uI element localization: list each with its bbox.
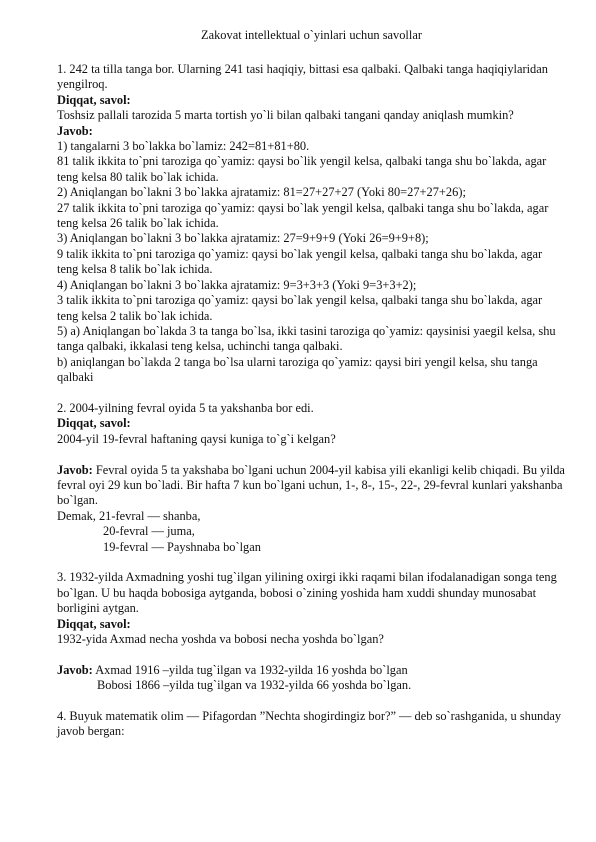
q3-attention-label: Diqqat, savol: xyxy=(57,616,131,631)
q1-answer-line: b) aniqlangan bo`lakda 2 tanga bo`lsa ularni taroziga qo`yamiz: qaysi biri yengil kelsa, shu tanga qalbaki xyxy=(57,354,538,385)
q2-answer-label: Javob: xyxy=(57,462,93,477)
q3-answer-line: Bobosi 1866 –yilda tug`ilgan va 1932-yilda 66 yoshda bo`lgan. xyxy=(97,678,412,693)
q1-answer-line: 9 talik ikkita to`pni taroziga qo`yamiz: qaysi bo`lak yengil kelsa, qalbaki tanga shu bo`lakda, agar teng kelsa 8 talik bo`lak ichida. xyxy=(57,246,543,277)
spacer xyxy=(57,647,566,662)
q2-answer xyxy=(57,463,566,509)
q2-answer-line: 20-fevral — juma, xyxy=(103,524,195,539)
q3-question: 1932-yida Axmad necha yoshda va bobosi necha yoshda bo`lgan? xyxy=(57,631,384,646)
q1-answer-line: 2) Aniqlangan bo`lakni 3 bo`lakka ajratamiz: 81=27+27+27 (Yoki 80=27+27+26); xyxy=(57,185,466,200)
q1-answer-line: 3 talik ikkita to`pni taroziga qo`yamiz: qaysi bo`lak yengil kelsa, qalbaki tanga shu bo`lakda, agar teng kelsa 2 talik bo`lak ichida. xyxy=(57,293,543,323)
q1-text: 1. 242 ta tilla tanga bor. Ularning 241 tasi haqiqiy, bittasi esa qalbaki. Qalbaki tanga haqiqiylaridan yengilroq. xyxy=(57,62,548,92)
q1-answer-line: 4) Aniqlangan bo`lakni 3 bo`lakka ajratamiz: 9=3+3+3 (Yoki 9=3+3+2); xyxy=(57,277,417,292)
q1-answer-line: 27 talik ikkita to`pni taroziga qo`yamiz: qaysi bo`lak yengil kelsa, qalbaki tanga shu bo`lakda, agar teng kelsa 26 talik bo`lak ichida. xyxy=(57,200,549,231)
q1-attention-label: Diqqat, savol: xyxy=(57,92,131,107)
q2-answer-line: 19-fevral — Payshnaba bo`lgan xyxy=(103,539,261,554)
q1-answer-line: 5) a) Aniqlangan bo`lakda 3 ta tanga bo`lsa, ikki tasini taroziga qo`yamiz: qaysinisi yaegil kelsa, shu tanga qalbaki, ikkalasi teng kelsa, uchinchi tanga qalbaki. xyxy=(57,323,556,354)
q2-answer-line: Demak, 21-fevral — shanba, xyxy=(57,508,201,523)
spacer xyxy=(57,386,566,401)
q3-answer-label: Javob: xyxy=(57,662,93,677)
q4-text: 4. Buyuk matematik olim — Pifagordan ”Nechta shogirdingiz bor?” — deb so`rashganida, u shunday javob bergan: xyxy=(57,708,562,739)
q2-attention-label: Diqqat, savol: xyxy=(57,416,131,431)
q3-text: 3. 1932-yilda Axmadning yoshi tug`ilgan yilining oxirgi ikki raqami bilan ifodalanadigan songa teng bo`lgan. U bu haqda bobosiga aytganda, bobosi o`zining yoshida ham xuddi shunday munosabat borligini aytgan. xyxy=(57,570,557,616)
spacer xyxy=(57,555,566,570)
q1-answer-line: 3) Aniqlangan bo`lakni 3 bo`lakka ajratamiz: 27=9+9+9 (Yoki 26=9+9+8); xyxy=(57,231,429,246)
spacer xyxy=(57,694,566,709)
q3-answer xyxy=(57,663,566,678)
q1-answer-line: 81 talik ikkita to`pni taroziga qo`yamiz: qaysi bo`lik yengil kelsa, qalbaki tanga shu bo`lakda, agar teng kelsa 80 talik bo`lak ichida. xyxy=(57,154,547,184)
q1-question: Toshsiz pallali tarozida 5 marta tortish yo`li bilan qalbaki tangani qanday aniqlash mumkin? xyxy=(57,108,514,123)
spacer xyxy=(57,447,566,462)
q2-question: 2004-yil 19-fevral haftaning qaysi kuniga to`g`i kelgan? xyxy=(57,431,336,446)
q2-answer-text: Fevral oyida 5 ta yakshaba bo`lgani uchun 2004-yil kabisa yili ekanligi kelib chiqadi. Bu yilda fevral oyi 29 kun bo`ladi. Bir hafta 7 kun bo`lgani uchun, 1-, 8-, 15-, 22-, 29-fevral kunlari yakshanba bo`lgan. xyxy=(57,462,565,508)
q2-text: 2. 2004-yilning fevral oyida 5 ta yakshanba bor edi. xyxy=(57,400,314,415)
q1-answer-label: Javob: xyxy=(57,123,93,138)
q1-answer-line: 1) tangalarni 3 bo`lakka bo`lamiz: 242=81+81+80. xyxy=(57,139,310,154)
document-title: Zakovat intellektual o`yinlari uchun savollar xyxy=(201,28,422,42)
q3-answer-text: Axmad 1916 –yilda tug`ilgan va 1932-yilda 16 yoshda bo`lgan xyxy=(92,662,408,677)
